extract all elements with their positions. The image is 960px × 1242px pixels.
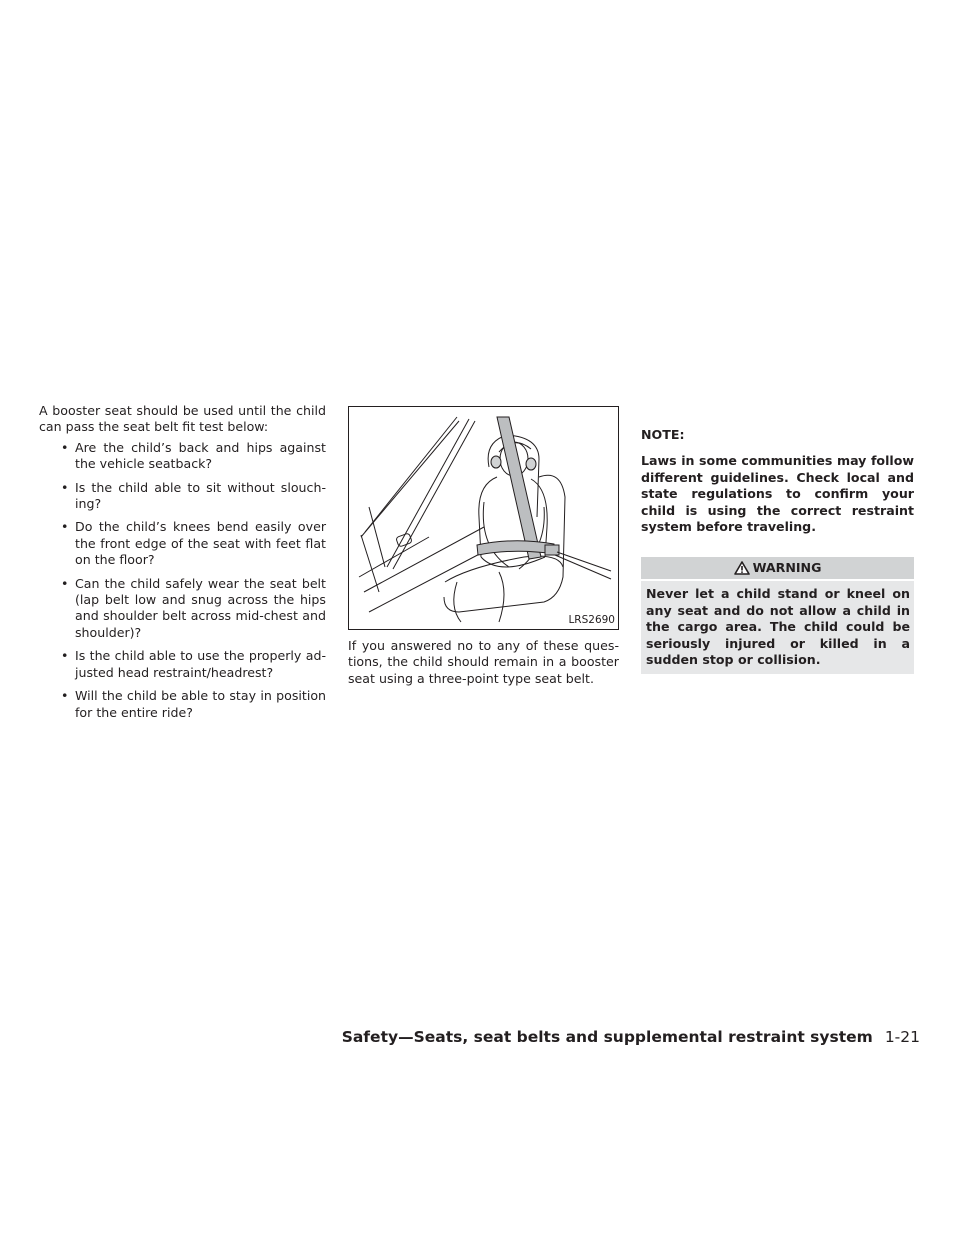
- child-in-booster-seat-drawing: [349, 407, 618, 629]
- list-item: • Is the child able to sit without slouch- ing?: [61, 479, 326, 512]
- bullet-icon: •: [61, 439, 69, 455]
- fit-test-list: [39, 440, 326, 721]
- figure-code: LRS2690: [568, 613, 615, 626]
- column-left: [39, 403, 326, 728]
- list-item: • Are the child’s back and hips against the vehicle seatback?: [61, 439, 326, 472]
- warning-header: [641, 557, 914, 579]
- list-item: • Do the child’s knees bend easily over the front edge of the seat with feet flat on the floor?: [61, 519, 326, 568]
- note-title: NOTE:: [641, 427, 685, 442]
- bullet-icon: •: [61, 688, 69, 704]
- bullet-icon: •: [61, 519, 69, 535]
- bullet-icon: •: [61, 575, 69, 591]
- section-title: Safety—Seats, seat belts and supplemental restraint system: [341, 1028, 873, 1046]
- page-number: 1-21: [884, 1028, 920, 1046]
- note-body: Laws in some communities may follow different guidelines. Check local and state regulations to confirm your child is using the correct restraint system before traveling.: [641, 453, 914, 535]
- bullet-icon: •: [61, 648, 69, 664]
- column-right: [641, 427, 914, 674]
- warning-title: WARNING: [752, 560, 822, 576]
- intro-paragraph: A booster seat should be used until the child can pass the seat belt fit test below:: [39, 403, 326, 435]
- column-middle: [348, 406, 619, 687]
- warning-triangle-icon: [734, 561, 750, 575]
- child-booster-seat-illustration: [348, 406, 619, 630]
- list-item: • Can the child safely wear the seat belt (lap belt low and snug across the hips and shoulder belt across mid-chest and shoulder)?: [61, 575, 326, 640]
- list-item: • Is the child able to use the properly ad- justed head restraint/headrest?: [61, 648, 326, 680]
- bullet-icon: •: [61, 479, 69, 495]
- list-item: • Will the child be able to stay in position for the entire ride?: [61, 688, 326, 720]
- warning-body: Never let a child stand or kneel on any seat and do not allow a child in the cargo area. The child could be seriously injured or killed in a sudden stop or collision.: [641, 581, 914, 674]
- warning-box: [641, 557, 914, 674]
- page-footer: [342, 1028, 920, 1046]
- figure-caption-paragraph: If you answered no to any of these ques- tions, the child should remain in a booster seat using a three-point type seat belt.: [348, 638, 619, 686]
